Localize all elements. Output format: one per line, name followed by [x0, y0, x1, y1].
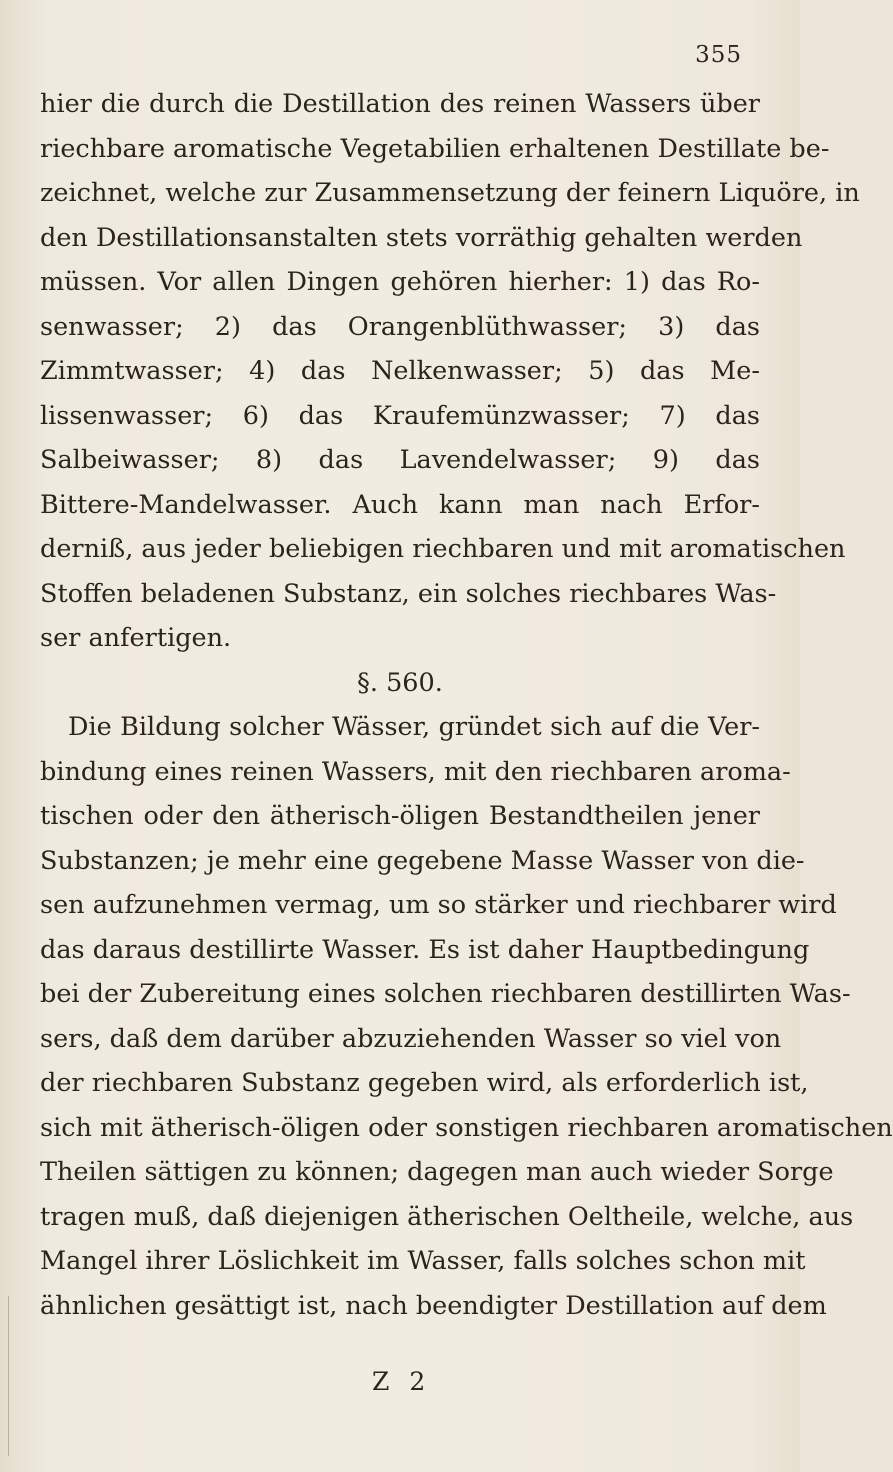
text-line: Mangel ihrer Löslichkeit im Wasser, falls solches schon mit — [40, 1246, 806, 1276]
text-line: tragen muß, daß diejenigen ätherischen Oeltheile, welche, aus — [40, 1201, 854, 1232]
text-line: Salbeiwasser; 8) das Lavendelwasser; 9) das — [40, 445, 760, 475]
body-text — [40, 82, 893, 1328]
text-line: müssen. Vor allen Dingen gehören hierher: 1) das Ro- — [40, 267, 760, 297]
text-line: Substanzen; je mehr eine gegebene Masse Wasser von die- — [40, 845, 805, 876]
text-line: tischen oder den ätherisch-öligen Bestandtheilen jener — [40, 801, 760, 831]
text-line: lissenwasser; 6) das Kraufemünzwasser; 7) das — [40, 400, 760, 431]
text-line: der riechbaren Substanz gegeben wird, als erforderlich ist, — [40, 1068, 809, 1098]
text-line: senwasser; 2) das Orangenblüthwasser; 3) das — [40, 311, 760, 342]
page-number: 355 — [695, 42, 742, 68]
text-line: riechbare aromatische Vegetabilien erhaltenen Destillate be- — [40, 133, 830, 164]
margin-rule — [8, 1296, 9, 1456]
paragraph-2 — [40, 705, 893, 1328]
text-line: derniß, aus jeder beliebigen riechbaren und mit aromatischen — [40, 534, 846, 564]
text-line: das daraus destillirte Wasser. Es ist daher Hauptbedingung — [40, 934, 810, 965]
section-heading: §. 560. — [357, 667, 443, 698]
text-line: den Destillationsanstalten stets vorräthig gehalten werden — [40, 222, 803, 253]
text-line: sich mit ätherisch-öligen oder sonstigen riechbaren aromatischen — [40, 1112, 893, 1143]
text-line: bei der Zubereitung eines solchen riechbaren destillirten Was- — [40, 979, 851, 1009]
text-line: hier die durch die Destillation des reinen Wassers über — [40, 89, 760, 119]
paragraph-1 — [40, 82, 860, 661]
text-line: Theilen sättigen zu können; dagegen man auch wieder Sorge — [40, 1157, 834, 1187]
text-line: Zimmtwasser; 4) das Nelkenwasser; 5) das Me- — [40, 356, 760, 386]
signature-mark: Z 2 — [372, 1367, 432, 1396]
text-line: ser anfertigen. — [40, 623, 232, 653]
text-line: bindung eines reinen Wassers, mit den riechbaren aroma- — [40, 756, 791, 787]
text-line: Die Bildung solcher Wässer, gründet sich auf die Ver- — [68, 712, 760, 742]
text-line: Stoffen beladenen Substanz, ein solches riechbares Was- — [40, 578, 777, 609]
text-line: sers, daß dem darüber abzuziehenden Wasser so viel von — [40, 1023, 782, 1054]
text-line: ähnlichen gesättigt ist, nach beendigter Destillation auf dem — [40, 1290, 827, 1321]
text-line: sen aufzunehmen vermag, um so stärker und riechbarer wird — [40, 890, 837, 920]
text-line: Bittere-Mandelwasser. Auch kann man nach Erfor- — [40, 489, 760, 520]
text-line: zeichnet, welche zur Zusammensetzung der feinern Liquöre, in — [40, 178, 860, 208]
